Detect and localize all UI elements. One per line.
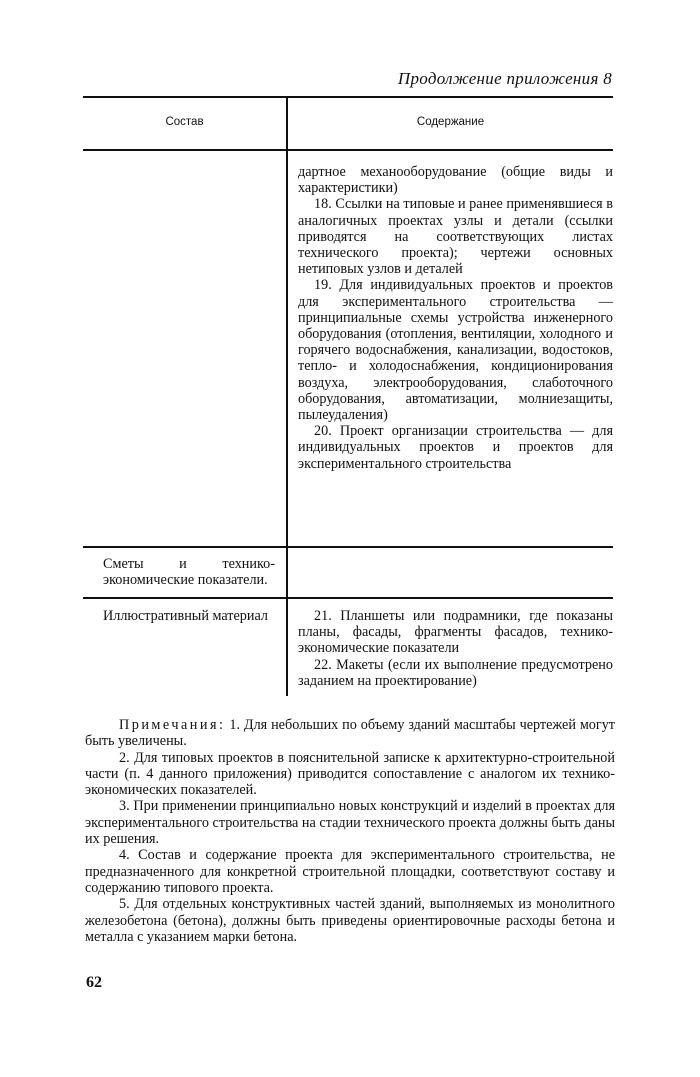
content-paragraph: дартное механооборудование (общие виды и характеристики) [298, 164, 613, 197]
column-header-composition: Состав [165, 116, 204, 128]
row2-composition-cell [103, 556, 275, 588]
content-paragraph: 19. Для индивидуальных проектов и проектов для экспериментального строительства — принципиальные схемы устройства инженерного оборудования (отопления, вентиляции, холодного и горячего водоснабжения, канализации, водостоков, тепло- и холодоснабжения, кондиционирования воздуха, электрооборудования, слаботочного оборудования, автоматизации, молниезащиты, пылеудаления) [298, 277, 613, 424]
page-number: 62 [86, 974, 102, 991]
notes-block [85, 717, 615, 945]
note-item: 5. Для отдельных конструктивных частей зданий, выполняемых из монолитного железобетона (бетона), должны быть приведены ориентировочные расходы бетона и металла с указанием марки бетона. [85, 896, 615, 945]
content-paragraph: 22. Макеты (если их выполнение предусмотрено заданием на проектирование) [298, 656, 613, 689]
note-item: 2. Для типовых проектов в пояснительной записке к архитектурно-строительной части (п. 4 данного приложения) приводится сопоставление с аналогом их технико-экономических показателей. [85, 749, 615, 799]
row3-content-cell [298, 608, 613, 689]
column-header-content: Содержание [416, 116, 485, 128]
composition-text: Иллюстративный материал [103, 608, 268, 624]
table-top-rule [83, 96, 613, 98]
table-row-rule [83, 546, 613, 548]
composition-text: Сметы и технико-экономические показатели. [103, 556, 275, 589]
note-item: 4. Состав и содержание проекта для экспериментального строительства, не предназначенного для конкретной строительной площадки, соответствуют составу и содержанию типового проекта. [85, 847, 615, 896]
content-paragraph: 18. Ссылки на типовые и ранее применявшиеся в аналогичных проектах узлы и детали (ссылки приводятся на соответствующих листах технического проекта); чертежи основных нетиповых узлов и деталей [298, 196, 613, 278]
table-header-rule [83, 149, 613, 151]
row3-composition-cell [103, 608, 275, 624]
note-text: 1. Для небольших по объему зданий масштабы чертежей могут быть увеличены. [85, 717, 616, 750]
notes-label: Примечания: [119, 717, 226, 733]
note-item [85, 717, 615, 750]
table-column-divider [286, 96, 288, 696]
content-paragraph: 20. Проект организации строительства — для индивидуальных проектов и проектов для экспериментального строительства [298, 423, 613, 472]
row1-content-cell [298, 164, 613, 472]
table-row-rule [83, 597, 613, 599]
note-item: 3. При применении принципиально новых конструкций и изделий в проектах для экспериментального строительства на стадии технического проекта должны быть даны их решения. [85, 798, 615, 848]
content-paragraph: 21. Планшеты или подрамники, где показаны планы, фасады, фрагменты фасадов, технико-экономические показатели [298, 608, 613, 657]
running-head: Продолжение приложения 8 [397, 69, 612, 88]
